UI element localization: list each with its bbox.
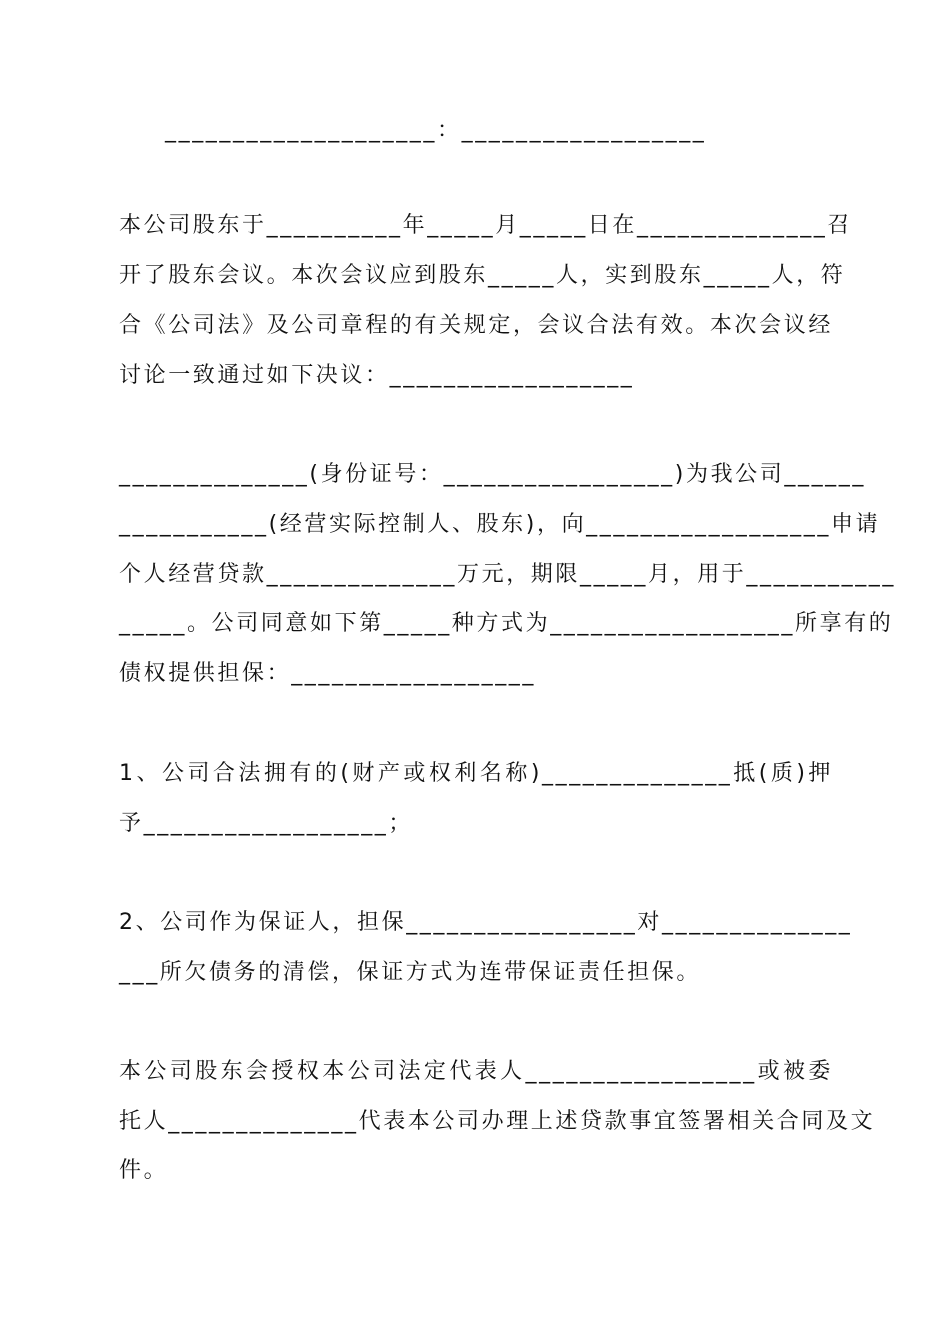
authorization-line-1: 本公司股东会授权本公司法定代表人_________________或被委 xyxy=(119,1059,833,1084)
meeting-line-1: 本公司股东于__________年_____月_____日在______________召 xyxy=(119,213,853,238)
loan-line-4: _____。公司同意如下第_____种方式为__________________所享有的 xyxy=(119,611,894,636)
loan-line-1: ______________(身份证号：_________________)为我公司______ xyxy=(119,462,866,487)
option-1-line-2: 予__________________； xyxy=(119,811,413,836)
loan-line-5: 债权提供担保：__________________ xyxy=(119,661,537,686)
authorization-line-3: 件。 xyxy=(119,1158,169,1183)
meeting-line-3: 合《公司法》及公司章程的有关规定，会议合法有效。本次会议经 xyxy=(119,313,833,338)
loan-line-3: 个人经营贷款______________万元，期限_____月，用于___________ xyxy=(119,562,897,587)
option-2-line-2: ___所欠债务的清偿，保证方式为连带保证责任担保。 xyxy=(119,960,702,985)
loan-line-2: ___________(经营实际控制人、股东)，向__________________申请 xyxy=(119,512,881,537)
meeting-line-4: 讨论一致通过如下决议：__________________ xyxy=(119,363,635,388)
option-1-line-1: 1、公司合法拥有的(财产或权利名称)______________抵(质)押 xyxy=(119,761,833,786)
authorization-line-2: 托人______________代表本公司办理上述贷款事宜签署相关合同及文 xyxy=(119,1109,876,1134)
meeting-line-2: 开了股东会议。本次会议应到股东_____人，实到股东_____人，符 xyxy=(119,263,846,288)
option-2-line-1: 2、公司作为保证人，担保_________________对______________ xyxy=(119,910,853,935)
header-line: ____________________：__________________ xyxy=(165,118,707,143)
